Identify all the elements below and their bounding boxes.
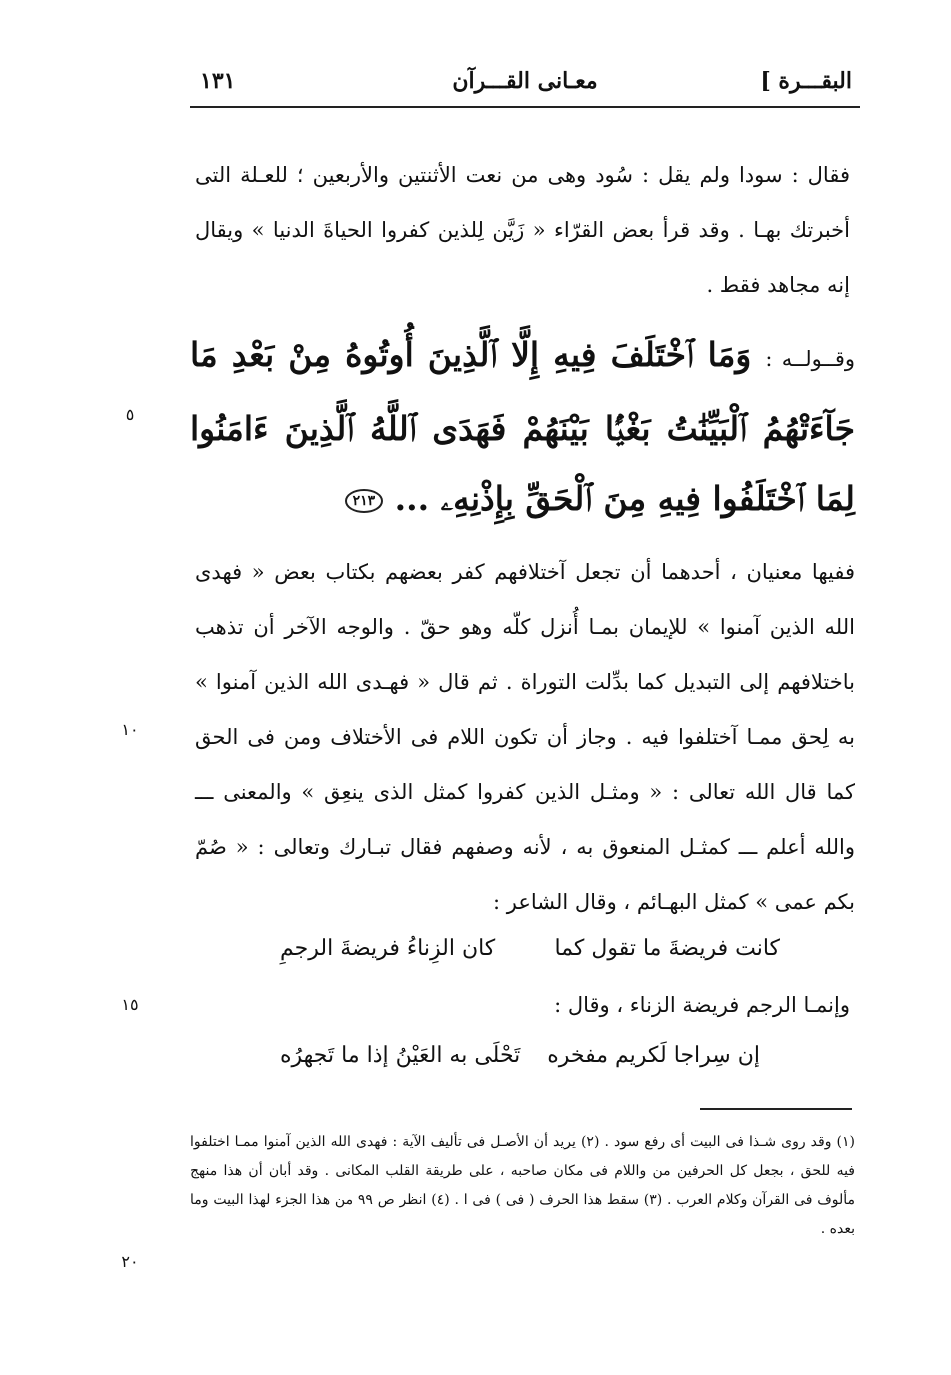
margin-line-number-5: ٥ [125, 405, 135, 424]
quran-verse [190, 320, 855, 525]
verse-text: وَمَا ٱخْتَلَفَ فِيهِ إِلَّا ٱلَّذِينَ أُوتُوهُ مِنْ بَعْدِ مَا جَآءَتْهُمُ ٱلْبَيِّنَٰتُ بَغْيًۢا بَيْنَهُمْ فَهَدَى ٱللَّهُ ٱلَّذِينَ ءَامَنُوا لِمَا ٱخْتَلَفُوا فِيهِ مِنَ ٱلْحَقِّ بِإِذْنِهِۦ ... [190, 335, 855, 518]
margin-line-number-15: ١٥ [121, 995, 139, 1014]
surah-name: البقـــرة ] [760, 68, 852, 94]
page-number: ١٣١ [200, 68, 236, 94]
poem-1-hemistich-1: كانت فريضةَ ما تقول كما [554, 936, 780, 961]
ayah-number-mark: ٢١٣ [345, 489, 384, 513]
paragraph-1: فقال : سودا ولم يقل : سُود وهى من نعت الأثنتين والأربعين ؛ للعـلة التى أخبرتك بهـا . وقد قرأ بعض القرّاء « زَيَّن لِلذين كفروا الحياةَ الدنيا » ويقال إنه مجاهد فقط . [195, 163, 850, 297]
footnotes: (١) وقد روى شـذا فى البيت أى رفع سود . (٢) يريد أن الأصـل فى تأليف الآية : فهدى الله الذين آمنوا ممـا اختلفوا فيه للحق ، بجعل كل الحرفين من واللام فى مكان صاحبه ، على طريقة القلب المكانى . وقد أبان أن هذا منهج مألوف فى القرآن وكلام العرب . (٣) سقط هذا الحرف ( فى ) فى ا . (٤) انظر ص ٩٩ من هذا الجزء لهذا البيت وما بعده . [190, 1134, 856, 1237]
book-title: معـانى القـــرآن [452, 68, 598, 94]
verse-intro: وقــولــه : [765, 347, 856, 371]
paragraph-2: ففيها معنيان ، أحدهما أن تجعل آختلافهم كفر بعضهم بكتاب بعض « فهدى الله الذين آمنوا » للإيمان بمـا أُنزل كلّه وهو حقّ . والوجه الآخر أن تذهب باختلافهم إلى التبديل كما بدِّلت التوراة . ثم قال « فهـدى الله الذين آمنوا » به لِحق ممـا آختلفوا فيه . وجاز أن تكون اللام فى الأختلاف ومن فى الحق كما قال الله تعالى : « ومثـل الذين كفروا كمثل الذى ينعِق » والمعنى ـــ والله أعلم ـــ كمثـل المنعوق به ، لأنه وصفهم فقال تبـارك وتعالى : « صُمّ بكم عمى » كمثل البهـائم ، وقال الشاعر : [195, 560, 855, 914]
line-after-poem-1: وإنمـا الرجم فريضة الزناء ، وقال : [554, 993, 850, 1017]
margin-line-number-10: ١٠ [121, 720, 139, 739]
footnote-divider [700, 1108, 852, 1110]
margin-line-number-20: ٢٠ [121, 1252, 139, 1271]
poem-1-hemistich-2: كان الزِناءُ فريضةَ الرجمِ [280, 936, 496, 961]
page-header [190, 62, 860, 108]
poem-verse-1 [280, 928, 780, 976]
poem-2-hemistich-2: تَحْلَى به العَيْنُ إذا ما تَجهرُه [280, 1043, 521, 1068]
poem-2-hemistich-1: إن سِراجا لَكريم مفخره [547, 1043, 760, 1068]
poem-verse-2 [280, 1035, 760, 1083]
